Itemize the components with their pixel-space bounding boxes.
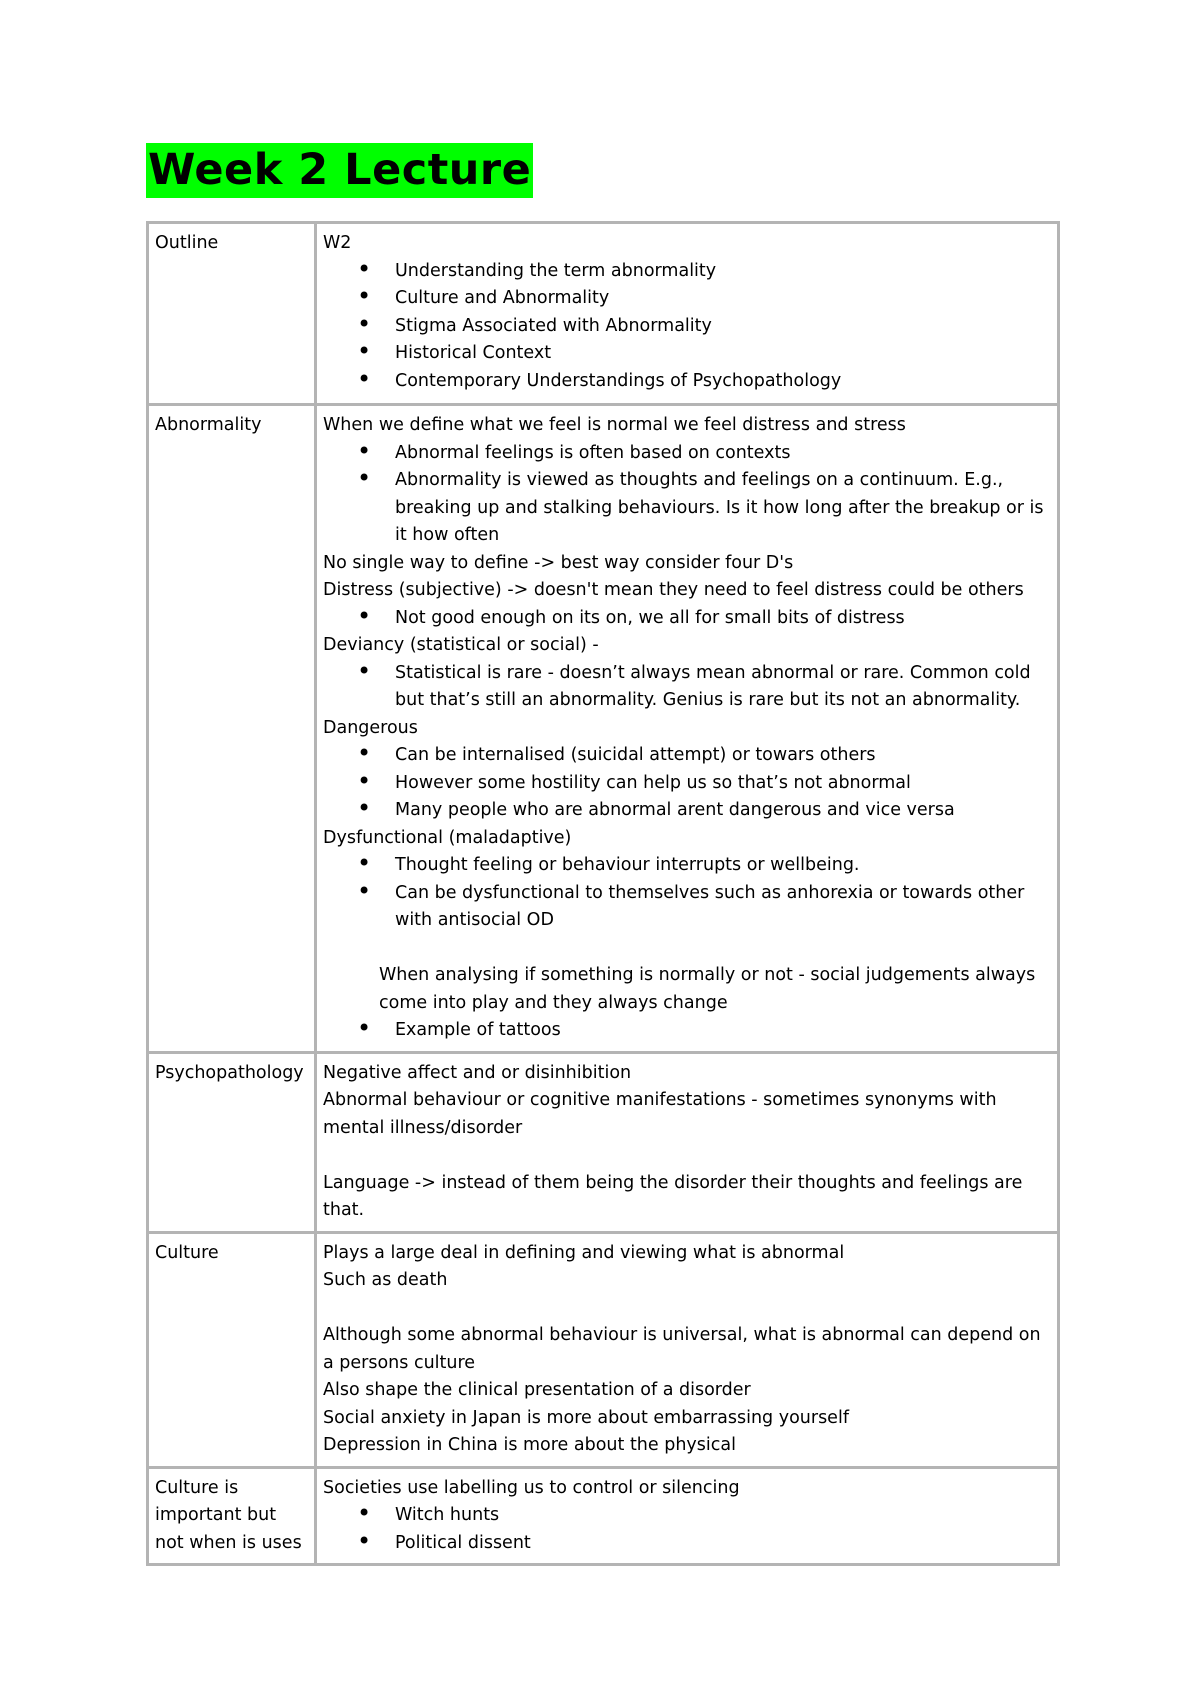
spacer xyxy=(323,1142,1051,1170)
list-item: • Stigma Associated with Abnormality xyxy=(395,313,1051,341)
row-content xyxy=(316,223,1059,405)
list-item: • Not good enough on its on, we all for small bits of distress xyxy=(395,605,1051,633)
line: Negative affect and or disinhibition xyxy=(323,1062,632,1083)
spacer xyxy=(323,1295,1051,1323)
row-label: Outline xyxy=(148,223,316,405)
row-content xyxy=(316,405,1059,1053)
line: Language -> instead of them being the disorder their thoughts and feelings are that. xyxy=(323,1172,1023,1220)
list-item: • Many people who are abnormal arent dangerous and vice versa xyxy=(395,797,1051,825)
line: Although some abnormal behaviour is universal, what is abnormal can depend on a persons culture xyxy=(323,1325,1041,1373)
page-title: Week 2 Lecture xyxy=(146,143,533,198)
table-row xyxy=(148,405,1059,1053)
row-label: Culture is important but not when is uses xyxy=(148,1467,316,1565)
list-item: • Abnormality is viewed as thoughts and feelings on a continuum. E.g., breaking up and stalking behaviours. Is it how long after the breakup or is it how often xyxy=(395,467,1051,550)
line: Societies use labelling us to control or silencing xyxy=(323,1477,740,1498)
line: Plays a large deal in defining and viewing what is abnormal xyxy=(323,1242,845,1263)
table-row xyxy=(148,1052,1059,1232)
line: Depression in China is more about the physical xyxy=(323,1435,736,1455)
list-item: • Witch hunts xyxy=(395,1502,1051,1530)
list-item: • However some hostility can help us so that’s not abnormal xyxy=(395,770,1051,798)
row-content xyxy=(316,1467,1059,1565)
table-row xyxy=(148,1467,1059,1565)
line: Distress (subjective) -> doesn't mean they need to feel distress could be others xyxy=(323,580,1024,600)
line: When analysing if something is normally or not - social judgements always come into play and they always change xyxy=(379,965,1036,1013)
bullet-list xyxy=(323,440,1051,550)
list-item: • Political dissent xyxy=(395,1530,1051,1558)
line: When we define what we feel is normal we feel distress and stress xyxy=(323,415,906,435)
line: Such as death xyxy=(323,1270,448,1290)
row-label: Abnormality xyxy=(148,405,316,1053)
list-item: • Culture and Abnormality xyxy=(395,285,1051,313)
list-item: • Can be dysfunctional to themselves such as anhorexia or towards other with antisocial OD xyxy=(395,880,1051,935)
list-item: • Historical Context xyxy=(395,340,1051,368)
line: Dangerous xyxy=(323,717,418,738)
spacer xyxy=(323,935,1051,963)
list-item: • Abnormal feelings is often based on contexts xyxy=(395,440,1051,468)
list-item: • Thought feeling or behaviour interrupts or wellbeing. xyxy=(395,852,1051,880)
title-wrap xyxy=(146,143,533,198)
row-content xyxy=(316,1232,1059,1467)
line: Social anxiety in Japan is more about embarrassing yourself xyxy=(323,1407,849,1428)
line: Deviancy (statistical or social) - xyxy=(323,635,599,655)
table-row xyxy=(148,223,1059,405)
bullet-list xyxy=(323,660,1051,715)
notes-table xyxy=(146,221,1060,1566)
row-label: Culture xyxy=(148,1232,316,1467)
table-row xyxy=(148,1232,1059,1467)
bullet-list xyxy=(323,852,1051,935)
list-item: • Statistical is rare - doesn’t always mean abnormal or rare. Common cold but that’s still an abnormality. Genius is rare but its not an abnormality. xyxy=(395,660,1051,715)
bullet-list xyxy=(323,258,1051,396)
bullet-list xyxy=(323,1502,1051,1557)
line: Abnormal behaviour or cognitive manifestations - sometimes synonyms with mental illness/disorder xyxy=(323,1090,997,1138)
line: No single way to define -> best way consider four D's xyxy=(323,552,794,573)
list-item: • Contemporary Understandings of Psychopathology xyxy=(395,368,1051,396)
list-item: • Can be internalised (suicidal attempt) or towars others xyxy=(395,742,1051,770)
bullet-list xyxy=(323,1017,1051,1045)
line: Also shape the clinical presentation of a disorder xyxy=(323,1380,751,1400)
bullet-list xyxy=(323,605,1051,633)
line: Dysfunctional (maladaptive) xyxy=(323,827,572,848)
row-label: Psychopathology xyxy=(148,1052,316,1232)
list-item: • Understanding the term abnormality xyxy=(395,258,1051,286)
bullet-list xyxy=(323,742,1051,825)
list-item: • Example of tattoos xyxy=(395,1017,1051,1045)
row-content xyxy=(316,1052,1059,1232)
line: W2 xyxy=(323,233,352,253)
